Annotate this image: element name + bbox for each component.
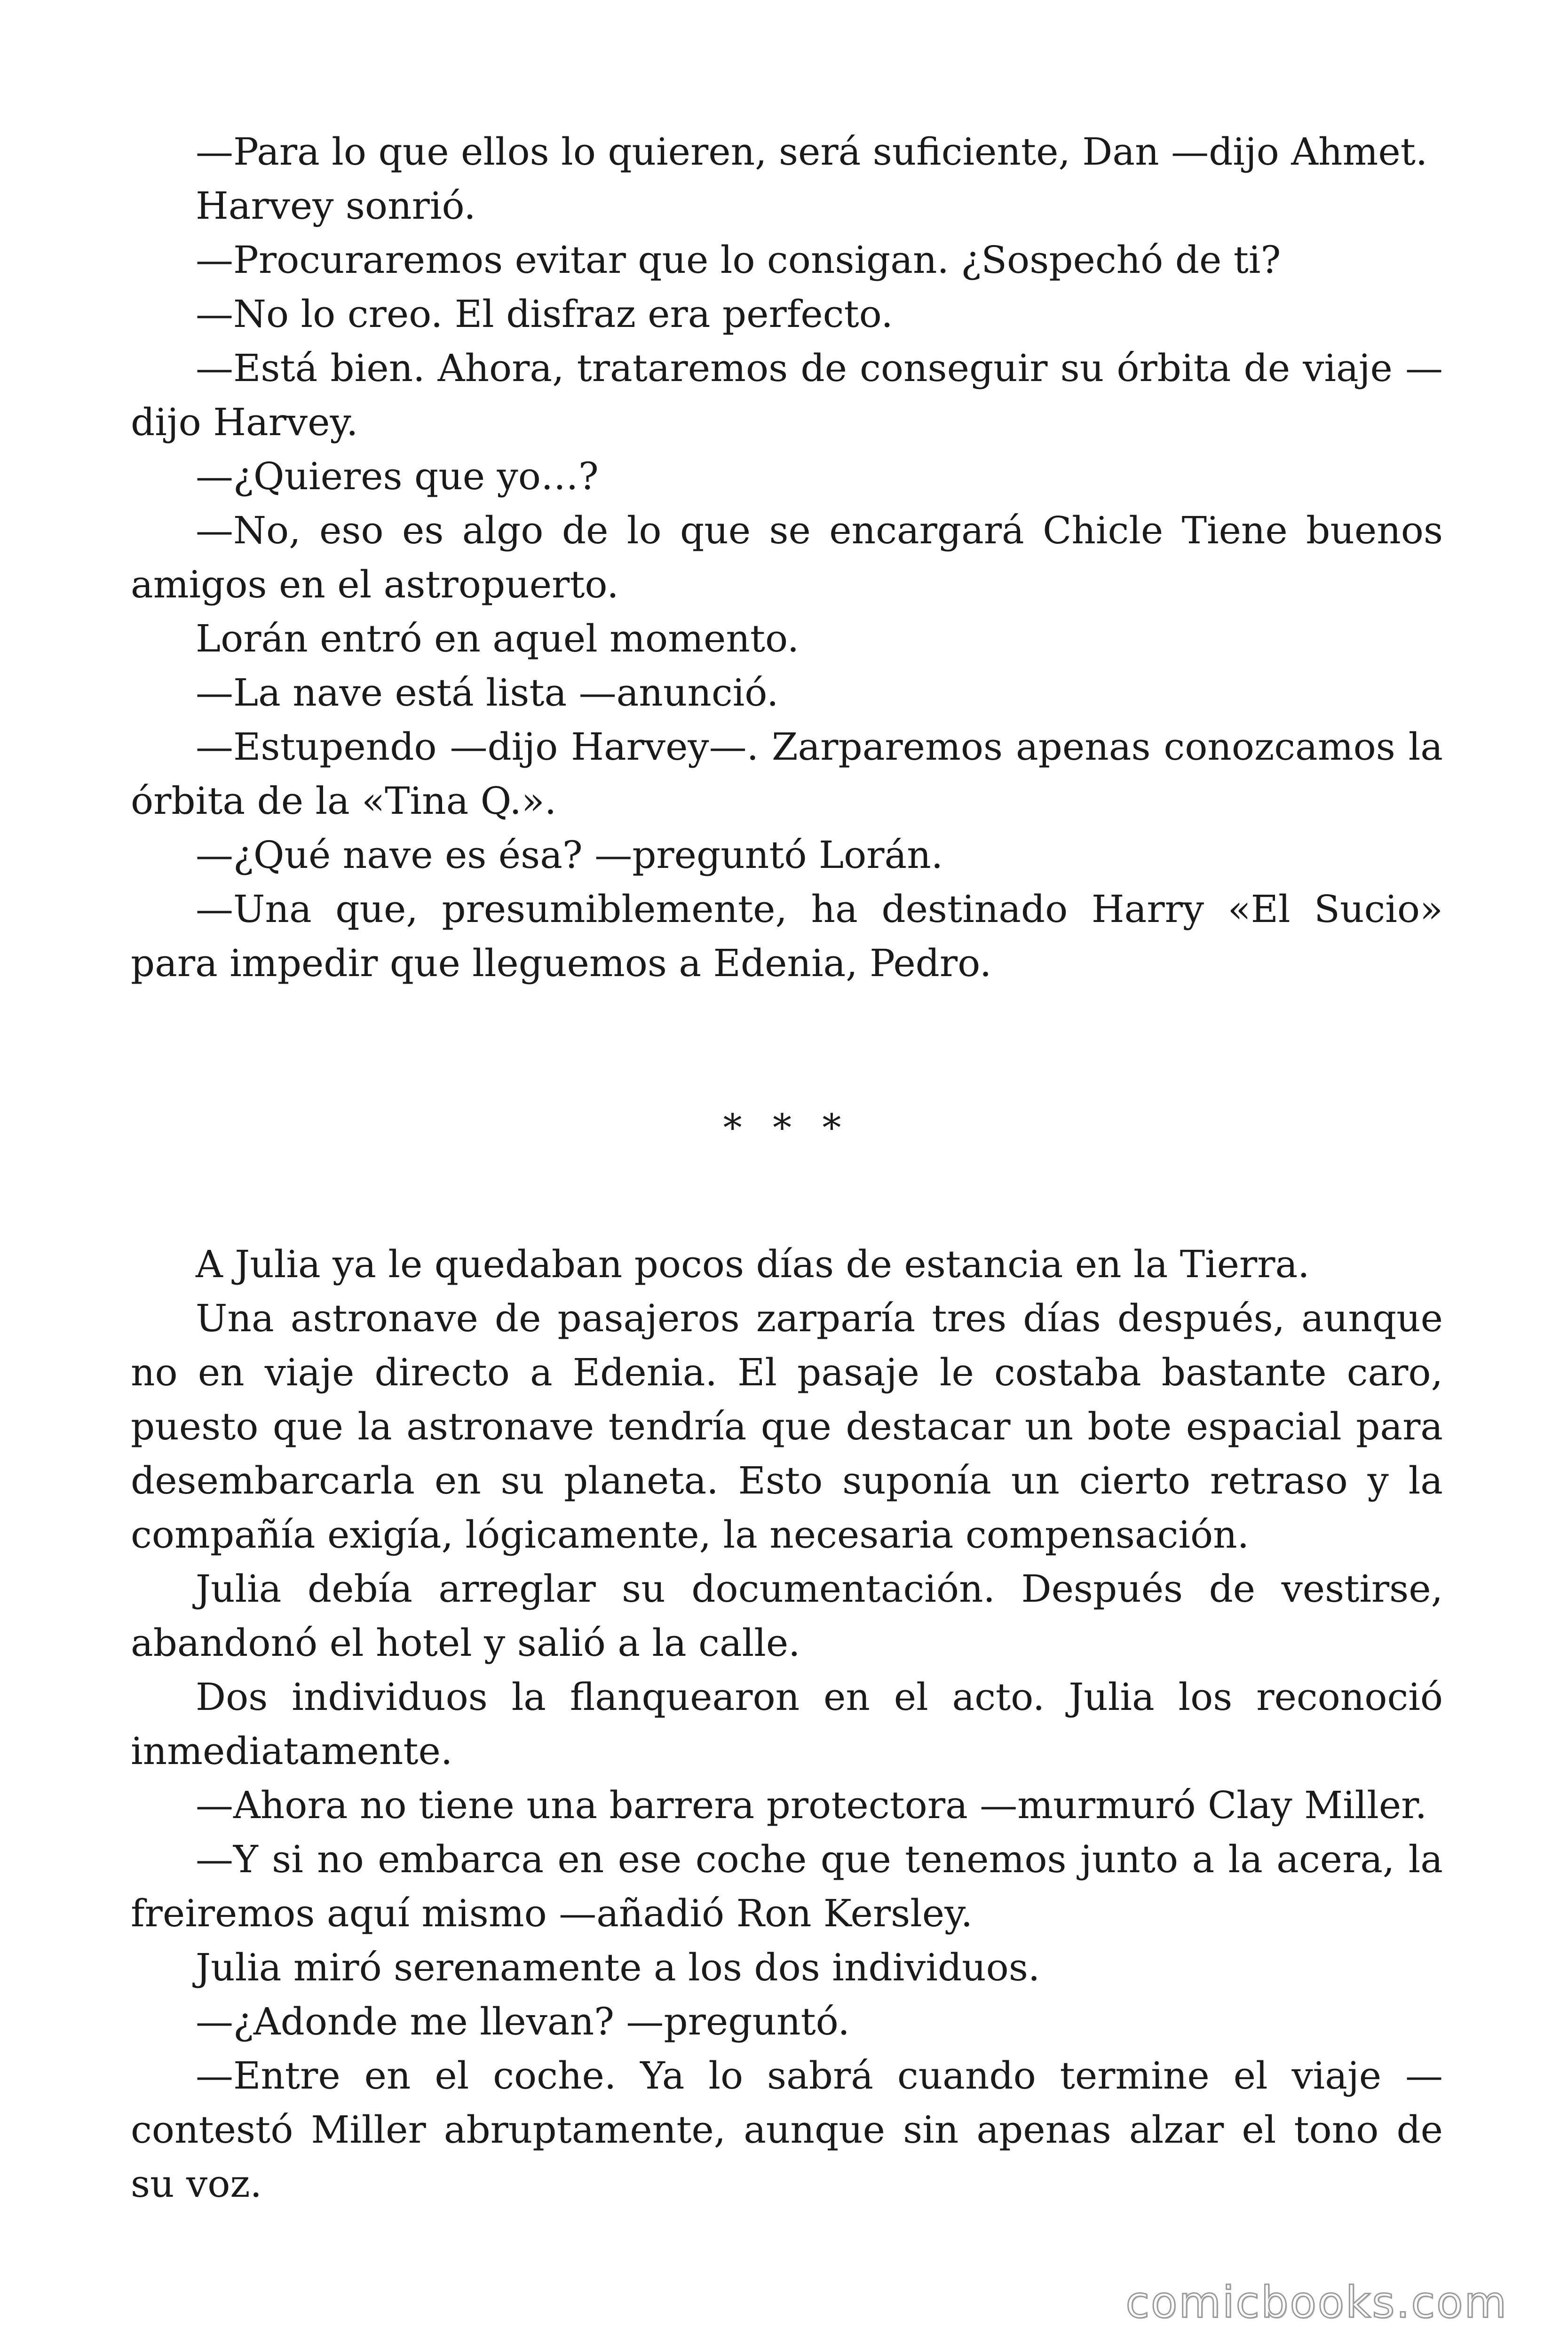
- paragraph: Julia debía arreglar su documentación. Después de vestirse, abandonó el hotel y salió a la calle.: [131, 1567, 1443, 1665]
- text-section-1: [131, 125, 1443, 990]
- paragraph: —Estupendo —dijo Harvey—. Zarparemos apenas conozcamos la órbita de la «Tina Q.».: [131, 725, 1443, 823]
- paragraph: —Procuraremos evitar que lo consigan. ¿Sospechó de ti?: [196, 238, 1281, 282]
- paragraph: —¿Adonde me llevan? —preguntó.: [196, 2000, 850, 2043]
- paragraph: —Está bien. Ahora, trataremos de conseguir su órbita de viaje —dijo Harvey.: [131, 346, 1443, 444]
- watermark: comicbooks.com: [1125, 2277, 1508, 2328]
- paragraph: —Ahora no tiene una barrera protectora —murmuró Clay Miller.: [196, 1783, 1427, 1827]
- paragraph: Julia miró serenamente a los dos individuos.: [196, 1946, 1040, 1989]
- paragraph: —Una que, presumiblemente, ha destinado Harry «El Sucio» para impedir que lleguemos a Edenia, Pedro.: [131, 887, 1443, 985]
- paragraph: Una astronave de pasajeros zarparía tres días después, aunque no en viaje directo a Edenia. El pasaje le costaba bastante caro, puesto que la astronave tendría que destacar un bote espacial para desembarcarla en su planeta. Esto suponía un cierto retraso y la compañía exigía, lógicamente, la necesaria compensación.: [131, 1296, 1443, 1557]
- paragraph: —Y si no embarca en ese coche que tenemos junto a la acera, la freiremos aquí mismo —añadió Ron Kersley.: [131, 1837, 1443, 1935]
- paragraph: —Entre en el coche. Ya lo sabrá cuando termine el viaje —contestó Miller abruptamente, aunque sin apenas alzar el tono de su voz.: [131, 2054, 1443, 2206]
- paragraph: —¿Quieres que yo…?: [196, 454, 599, 498]
- paragraph: Lorán entró en aquel momento.: [196, 617, 800, 660]
- paragraph: Harvey sonrió.: [196, 184, 476, 228]
- paragraph: —No lo creo. El disfraz era perfecto.: [196, 292, 893, 336]
- text-section-2: [131, 1237, 1443, 2211]
- paragraph: —Para lo que ellos lo quieren, será suficiente, Dan —dijo Ahmet.: [196, 130, 1428, 174]
- paragraph: —¿Qué nave es ésa? —preguntó Lorán.: [196, 833, 943, 877]
- paragraph: Dos individuos la flanquearon en el acto. Julia los reconoció inmediatamente.: [131, 1675, 1443, 1773]
- scene-break: * * *: [723, 1106, 851, 1150]
- paragraph: —No, eso es algo de lo que se encargará Chicle Tiene buenos amigos en el astropuerto.: [131, 509, 1443, 606]
- paragraph: —La nave está lista —anunció.: [196, 671, 779, 715]
- paragraph: A Julia ya le quedaban pocos días de estancia en la Tierra.: [196, 1242, 1310, 1286]
